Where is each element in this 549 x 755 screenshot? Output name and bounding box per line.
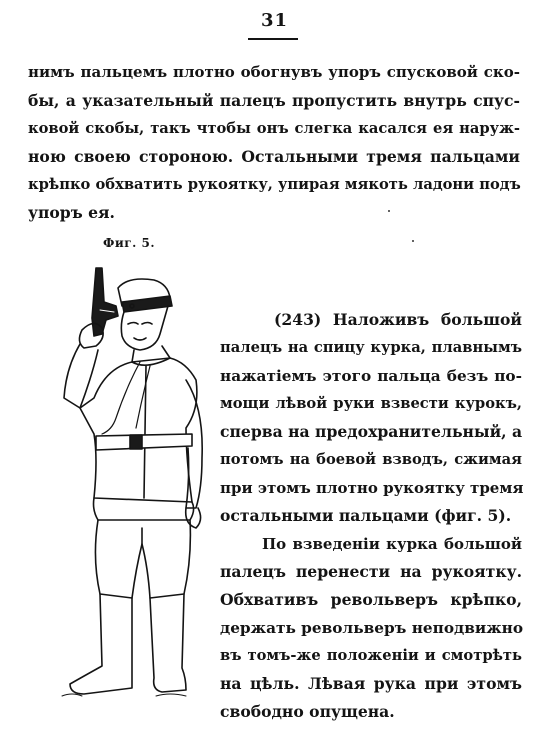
text-line: палецъ на спицу курка, плавнымъ: [220, 339, 522, 356]
print-speck: [388, 210, 390, 212]
text-line: По взведеніи курка большой: [262, 535, 522, 553]
text-line: держать револьверъ неподвижно: [220, 619, 524, 637]
text-line: упоръ ея.: [28, 203, 115, 222]
text-line: нажатіемъ этого пальца безъ по-: [220, 367, 522, 385]
text-line: сперва на предохранительный, а: [220, 422, 523, 441]
print-speck: [412, 240, 414, 242]
text-line: мощи лѣвой руки взвести курокъ,: [220, 395, 522, 412]
text-line: бы, а указательный палецъ пропустить внутрь спус-: [28, 91, 520, 110]
text-line: на цѣль. Лѣвая рука при этомъ: [220, 674, 522, 693]
text-line: свободно опущена.: [220, 702, 395, 721]
text-line: потомъ на боевой взводъ, сжимая: [220, 451, 522, 468]
text-line: при этомъ плотно рукоятку тремя: [220, 479, 524, 497]
page-number-rule: [248, 38, 298, 40]
text-line: Обхвативъ револьверъ крѣпко,: [220, 590, 522, 609]
text-line: крѣпко обхватить рукоятку, упирая мякоть ладони подъ: [28, 176, 521, 193]
soldier-with-revolver-illustration: [36, 258, 216, 723]
text-line: ною своею стороною. Остальными тремя пальцами: [28, 147, 520, 166]
figure-caption: Фиг. 5.: [103, 236, 156, 250]
text-line: нимъ пальцемъ плотно обогнувъ упоръ спусковой ско-: [28, 63, 520, 81]
page-number: 31: [260, 10, 289, 31]
text-line: (243) Наложивъ большой: [274, 310, 522, 329]
text-line: палецъ перенести на рукоятку.: [220, 562, 522, 581]
text-line: въ томъ-же положеніи и смотрѣть: [220, 647, 522, 664]
text-line: остальными пальцами (фиг. 5).: [220, 506, 512, 525]
text-line: ковой скобы, такъ чтобы онъ слегка касался ея наруж-: [28, 120, 520, 137]
